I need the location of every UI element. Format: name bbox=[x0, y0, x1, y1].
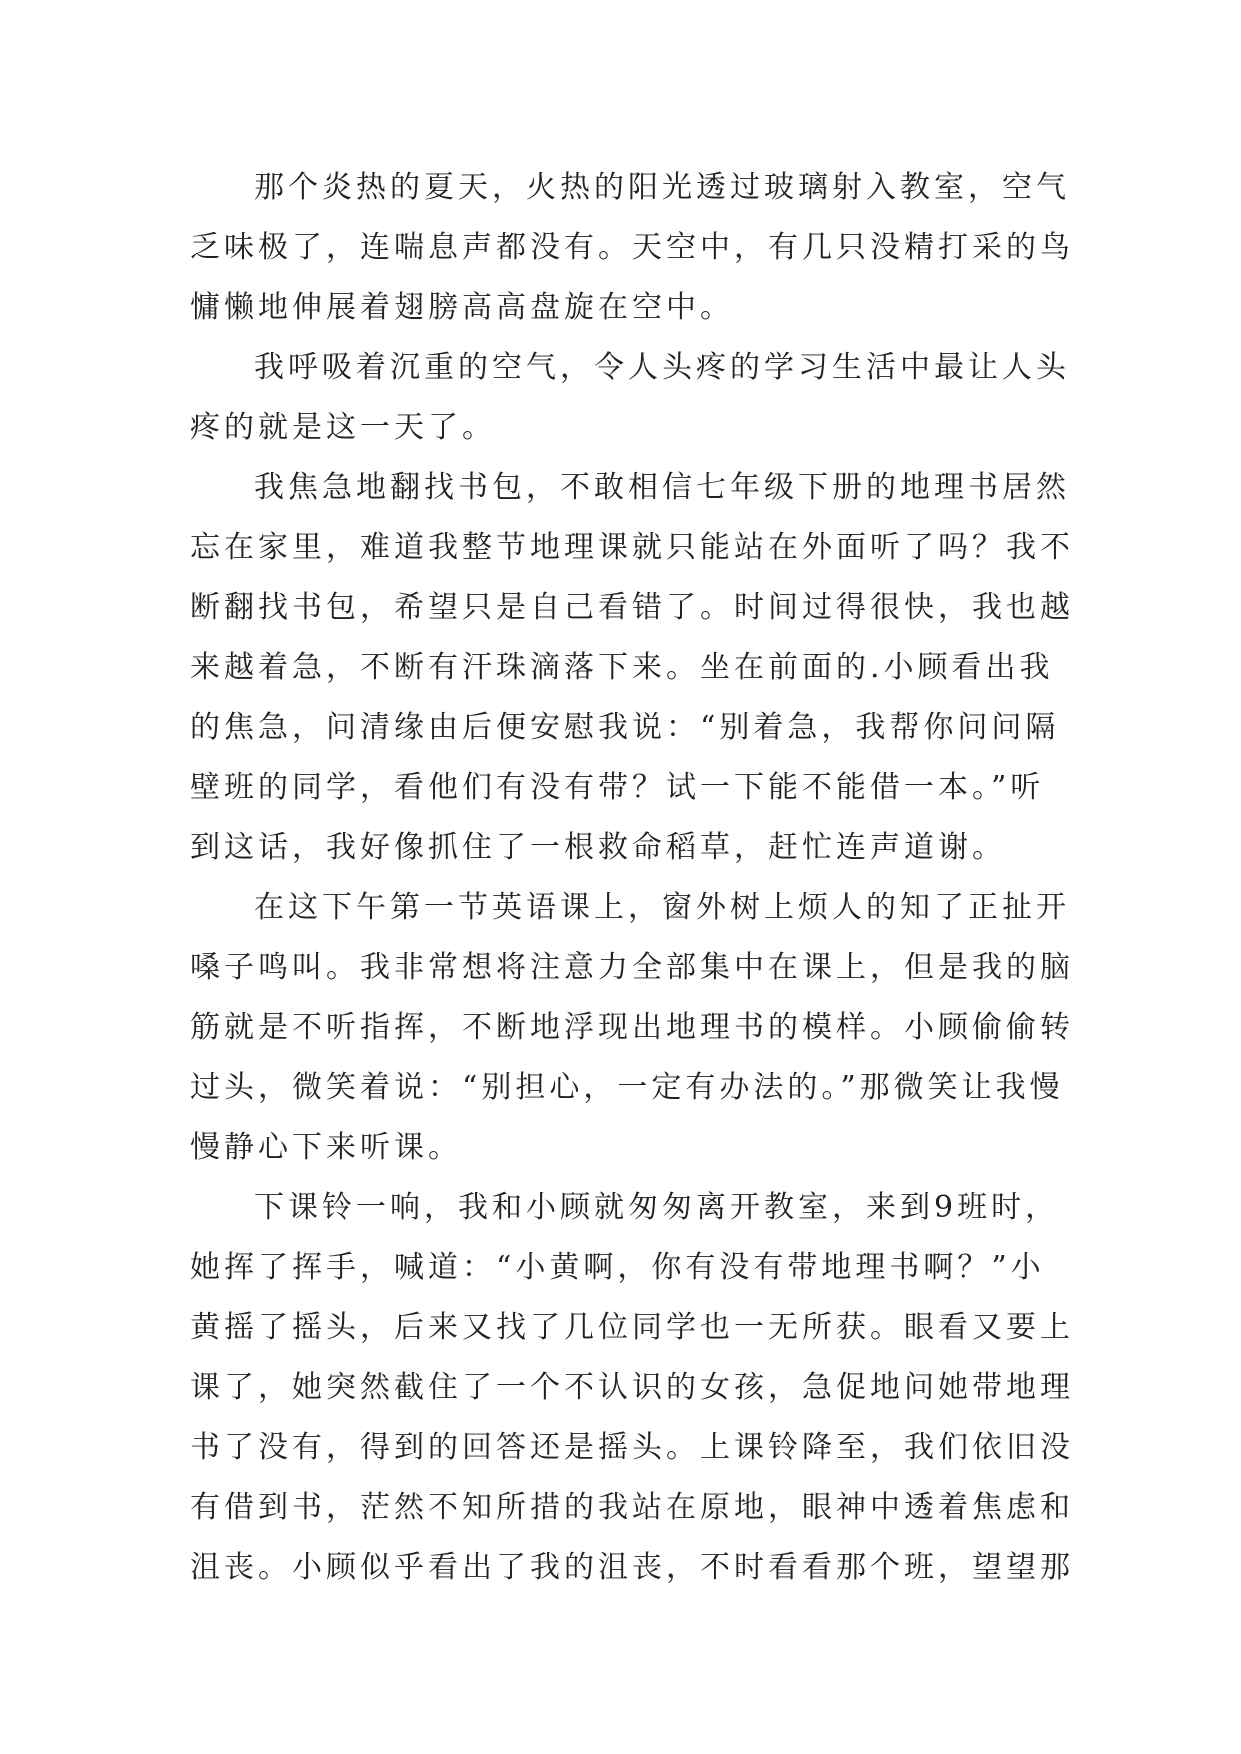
paragraph bbox=[190, 458, 1074, 878]
text-line: 慢静心下来听课。 bbox=[190, 1130, 462, 1165]
paragraph bbox=[190, 338, 1070, 458]
paragraph bbox=[190, 1178, 1074, 1598]
text-line: 下课铃一响，我和小顾就匆匆离开教室，来到9班时， bbox=[254, 1190, 1060, 1225]
text-line: 我呼吸着沉重的空气，令人头疼的学习生活中最让人头 bbox=[254, 350, 1070, 385]
text-line: 我焦急地翻找书包，不敢相信七年级下册的地理书居然 bbox=[254, 470, 1070, 505]
text-line: 过头，微笑着说：“别担心，一定有办法的。”那微笑让我慢 bbox=[190, 1070, 1064, 1105]
paragraph bbox=[190, 878, 1074, 1178]
text-line: 乏味极了，连喘息声都没有。天空中，有几只没精打采的鸟 bbox=[190, 230, 1074, 265]
text-line: 她挥了挥手，喊道：“小黄啊，你有没有带地理书啊？”小 bbox=[190, 1250, 1045, 1285]
document-body bbox=[190, 158, 1074, 1598]
text-line: 断翻找书包，希望只是自己看错了。时间过得很快，我也越 bbox=[190, 590, 1074, 625]
text-line: 来越着急，不断有汗珠滴落下来。坐在前面的.小顾看出我 bbox=[190, 650, 1054, 685]
text-line: 书了没有，得到的回答还是摇头。上课铃降至，我们依旧没 bbox=[190, 1430, 1074, 1465]
text-line: 课了，她突然截住了一个不认识的女孩，急促地问她带地理 bbox=[190, 1370, 1074, 1405]
text-line: 有借到书，茫然不知所措的我站在原地，眼神中透着焦虑和 bbox=[190, 1490, 1074, 1525]
text-line: 筋就是不听指挥，不断地浮现出地理书的模样。小顾偷偷转 bbox=[190, 1010, 1074, 1045]
text-line: 在这下午第一节英语课上，窗外树上烦人的知了正扯开 bbox=[254, 890, 1070, 925]
text-line: 到这话，我好像抓住了一根救命稻草，赶忙连声道谢。 bbox=[190, 830, 1006, 865]
text-line: 壁班的同学，看他们有没有带？试一下能不能借一本。”听 bbox=[190, 770, 1045, 805]
paragraph bbox=[190, 158, 1074, 338]
text-line: 慵懒地伸展着翅膀高高盘旋在空中。 bbox=[190, 290, 734, 325]
text-line: 的焦急，问清缘由后便安慰我说：“别着急，我帮你问问隔 bbox=[190, 710, 1060, 745]
text-line: 忘在家里，难道我整节地理课就只能站在外面听了吗？我不 bbox=[190, 530, 1074, 565]
text-line: 沮丧。小顾似乎看出了我的沮丧，不时看看那个班，望望那 bbox=[190, 1550, 1074, 1585]
text-line: 那个炎热的夏天，火热的阳光透过玻璃射入教室，空气 bbox=[254, 170, 1070, 205]
text-line: 黄摇了摇头，后来又找了几位同学也一无所获。眼看又要上 bbox=[190, 1310, 1074, 1345]
text-line: 嗓子鸣叫。我非常想将注意力全部集中在课上，但是我的脑 bbox=[190, 950, 1074, 985]
text-line: 疼的就是这一天了。 bbox=[190, 410, 496, 445]
